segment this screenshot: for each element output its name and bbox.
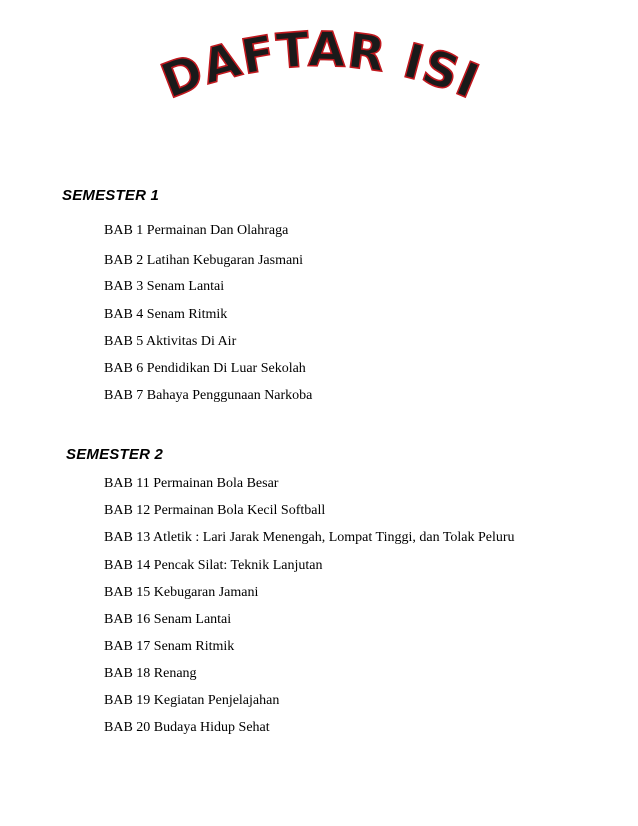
page-title-text — [154, 22, 487, 110]
page-title-path: DAFTAR ISI — [153, 22, 488, 111]
chapter-item: BAB 18 Renang — [104, 666, 197, 681]
chapter-item: BAB 13 Atletik : Lari Jarak Menengah, Lompat Tinggi, dan Tolak Peluru — [104, 530, 515, 545]
chapter-item: BAB 3 Senam Lantai — [104, 279, 225, 294]
chapter-item: BAB 12 Permainan Bola Kecil Softball — [104, 503, 326, 518]
chapter-item: BAB 19 Kegiatan Penjelajahan — [104, 693, 280, 708]
chapter-item: BAB 7 Bahaya Penggunaan Narkoba — [104, 388, 313, 403]
chapter-item: BAB 20 Budaya Hidup Sehat — [104, 720, 270, 735]
chapter-item: BAB 4 Senam Ritmik — [104, 307, 228, 322]
chapter-item: BAB 2 Latihan Kebugaran Jasmani — [104, 253, 304, 268]
chapter-item: BAB 17 Senam Ritmik — [104, 639, 235, 654]
chapter-item: BAB 14 Pencak Silat: Teknik Lanjutan — [104, 558, 323, 573]
section-heading-semester-1: SEMESTER 1 — [62, 187, 160, 204]
chapter-item: BAB 15 Kebugaran Jamani — [104, 585, 259, 600]
chapter-item: BAB 16 Senam Lantai — [104, 612, 232, 627]
chapter-item: BAB 11 Permainan Bola Besar — [104, 476, 279, 491]
page-title — [150, 22, 490, 117]
section-heading-semester-2: SEMESTER 2 — [66, 446, 164, 463]
chapter-item: BAB 6 Pendidikan Di Luar Sekolah — [104, 361, 306, 376]
chapter-item: BAB 5 Aktivitas Di Air — [104, 334, 237, 349]
chapter-item: BAB 1 Permainan Dan Olahraga — [104, 223, 289, 238]
